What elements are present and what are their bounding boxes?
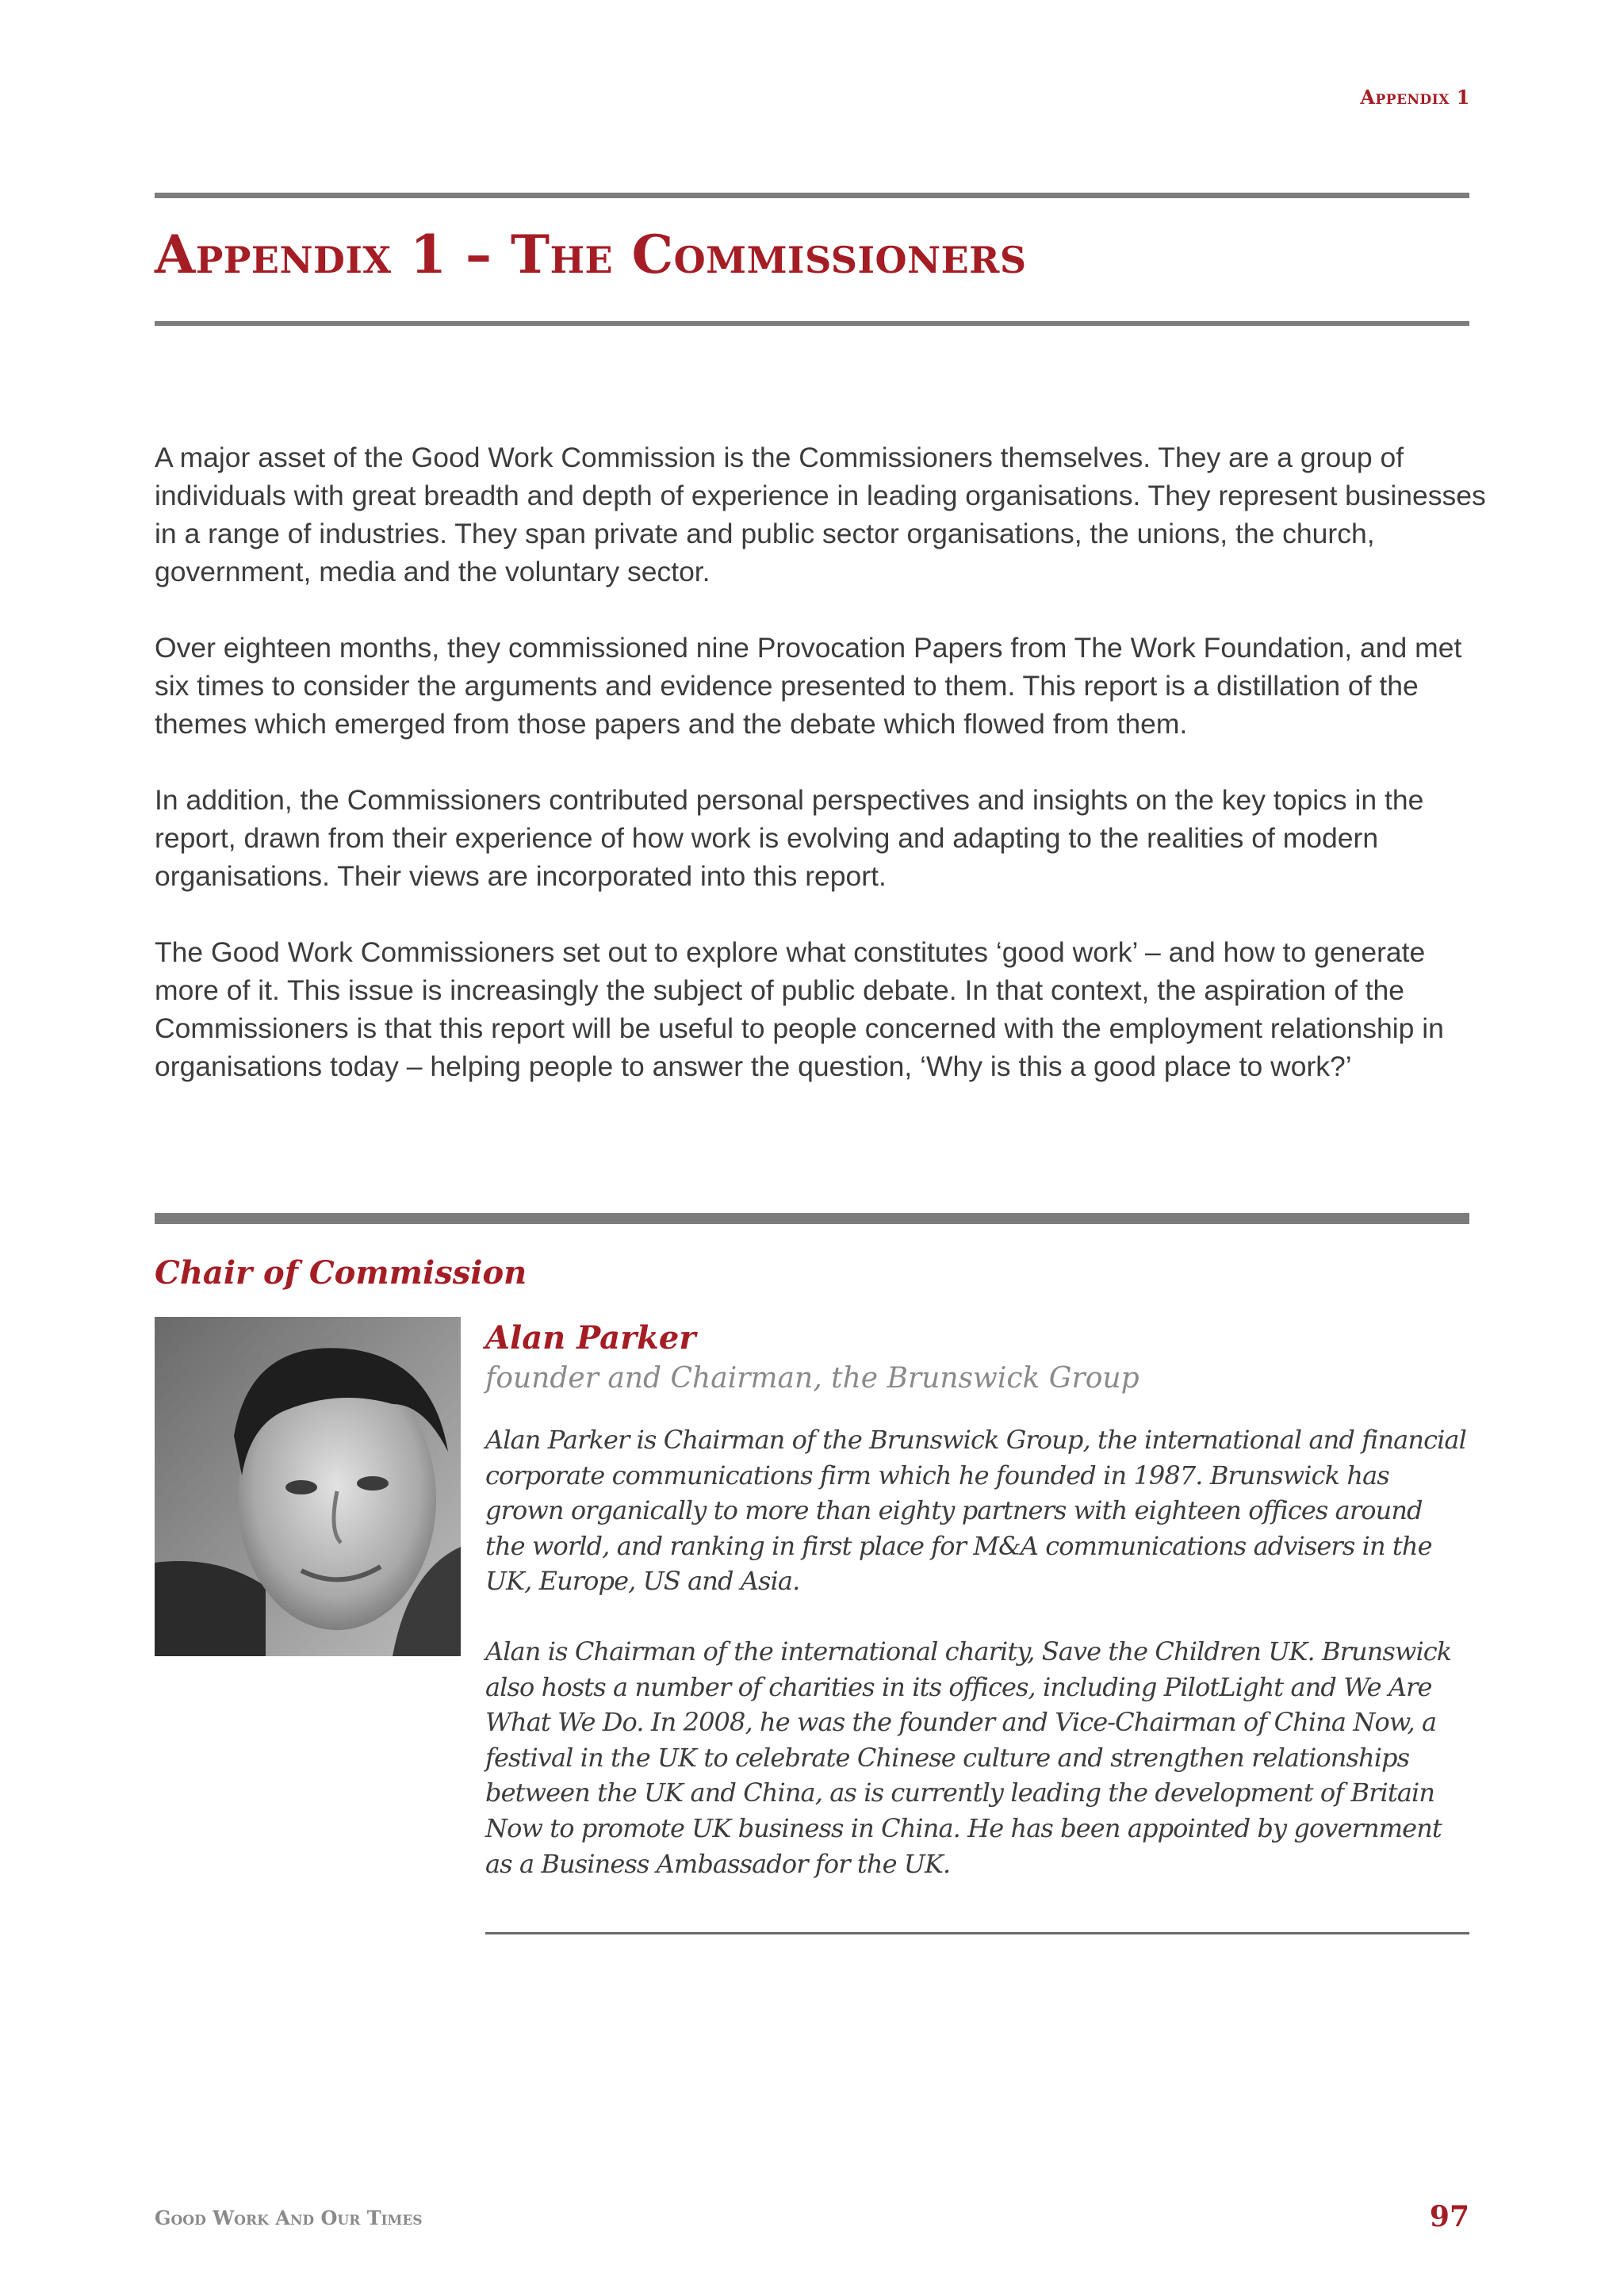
intro-text xyxy=(155,438,1487,1123)
person-role: founder and Chairman, the Brunswick Group xyxy=(485,1362,1139,1395)
commissioner-profile xyxy=(485,1318,1469,1916)
profile-end-rule xyxy=(485,1932,1469,1934)
title-top-rule xyxy=(155,193,1469,198)
portrait-photo xyxy=(155,1317,461,1656)
person-name: Alan Parker xyxy=(485,1319,696,1357)
person-bio xyxy=(485,1422,1469,1881)
section-title: Chair of Commission xyxy=(155,1254,527,1292)
intro-paragraph: Over eighteen months, they commissioned nine Provocation Papers from The Work Foundation, and met six times to consider the arguments and evidence presented to them. This report is a distillation of the themes which emerged from those papers and the debate which flowed from them. xyxy=(155,632,1462,740)
title-bottom-rule xyxy=(155,321,1469,326)
portrait-image xyxy=(155,1317,461,1656)
bio-paragraph: Alan is Chairman of the international charity, Save the Children UK. Brunswick also hosts a number of charities in its offices, including PilotLight and We Are What We Do. In 2008, he was the founder and Vice-Chairman of China Now, a festival in the UK to celebrate Chinese culture and strengthen relationships between the UK and China, as is currently leading the development of Britain Now to promote UK business in China. He has been appointed by government as a Business Ambassador for the UK. xyxy=(485,1636,1452,1879)
page-title: Appendix 1 – The Commissioners xyxy=(155,224,1027,285)
intro-paragraph: In addition, the Commissioners contributed personal perspectives and insights on the key topics in the report, drawn from their experience of how work is evolving and adapting to the realities of modern organisations. Their views are incorporated into this report. xyxy=(155,784,1424,892)
footer-publication: Good Work And Our Times xyxy=(155,2206,423,2229)
page-number: 97 xyxy=(1429,2200,1469,2233)
bio-paragraph: Alan Parker is Chairman of the Brunswick Group, the international and financial corporate communications firm which he founded in 1987. Brunswick has grown organically to more than eighty partners with eighteen offices around the world, and ranking in first place for M&A communications advisers in the UK, Europe, US and Asia. xyxy=(485,1425,1466,1597)
intro-paragraph: The Good Work Commissioners set out to explore what constitutes ‘good work’ – and how to generate more of it. This issue is increasingly the subject of public debate. In that context, the aspiration of the Commissioners is that this report will be useful to people concerned with the employment relationship in organisations today – helping people to answer the question, ‘Why is this a good place to work?’ xyxy=(155,936,1444,1082)
intro-paragraph: A major asset of the Good Work Commission is the Commissioners themselves. They are a group of individuals with great breadth and depth of experience in leading organisations. They represent businesses in a range of industries. They span private and public sector organisations, the unions, the church, government, media and the voluntary sector. xyxy=(155,442,1486,587)
running-header: Appendix 1 xyxy=(1360,86,1470,109)
section-divider xyxy=(155,1213,1469,1224)
